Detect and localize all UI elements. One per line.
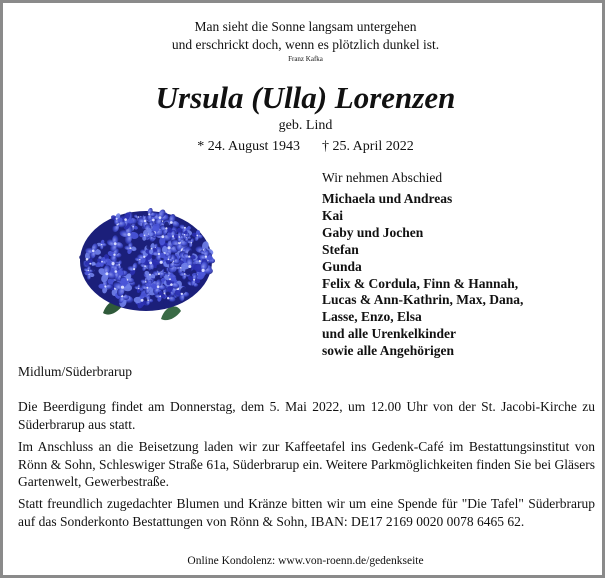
mourner-entry: Michaela und Andreas	[322, 191, 453, 206]
mourners-list	[322, 191, 523, 360]
life-dates	[3, 138, 605, 156]
quote-author: Franz Kafka	[288, 55, 323, 63]
death-date: † 25. April 2022	[321, 139, 414, 154]
quote-line-2: und erschrickt doch, wenn es plötzlich dunkel ist.	[171, 37, 440, 52]
mourner-entry: Stefan	[322, 241, 359, 257]
mourner-entry: Kai	[322, 207, 344, 223]
deceased-name: Ursula (Ulla) Lorenzen	[155, 80, 456, 115]
farewell-text: Wir nehmen Abschied	[322, 170, 443, 185]
mourner-entry: sowie alle Angehörigen	[322, 343, 454, 359]
reception-info: Im Anschluss an die Beisetzung laden wir zur Kaffeetafel ins Gedenk-Café im Bestattungsinstitut von Rönn & Sohn, Schleswiger Straße 61a, Süderbrarup ein. Weitere Parkmöglichkeiten finden Sie bei Gläsers Gartenwelt, Gewerbestraße.	[18, 439, 595, 489]
online-condolence[interactable]: Online Kondolenz: www.von-roenn.de/gedenkseite	[187, 555, 424, 567]
hydrangea-flower-icon	[73, 201, 219, 327]
quote-line-1: Man sieht die Sonne langsam untergehen	[194, 19, 417, 34]
mourner-entry: Gaby und Jochen	[322, 224, 424, 240]
mourner-entry: Gunda	[322, 258, 362, 274]
mourner-entry: und alle Urenkelkinder	[322, 326, 457, 342]
mourner-entry: Lasse, Enzo, Elsa	[322, 309, 422, 325]
birth-name: geb. Lind	[278, 118, 333, 133]
place-name: Midlum/Süderbrarup	[18, 364, 132, 379]
mourner-entry: Felix & Cordula, Finn & Hannah,	[322, 275, 519, 291]
birth-date: * 24. August 1943	[197, 139, 300, 154]
donation-info: Statt freundlich zugedachter Blumen und Kränze bitten wir um eine Spende für "Die Tafel" Süderbrarup auf das Sonderkonto Bestattungen von Rönn & Sohn, IBAN: DE17 2169 0020 0078 6465 62.	[18, 496, 595, 529]
quote	[3, 18, 605, 54]
mourner-entry: Lucas & Ann-Kathrin, Max, Dana,	[322, 292, 524, 308]
funeral-info: Die Beerdigung findet am Donnerstag, dem 5. Mai 2022, um 12.00 Uhr von der St. Jacobi-Kirche zu Süderbrarup aus statt.	[18, 399, 595, 432]
